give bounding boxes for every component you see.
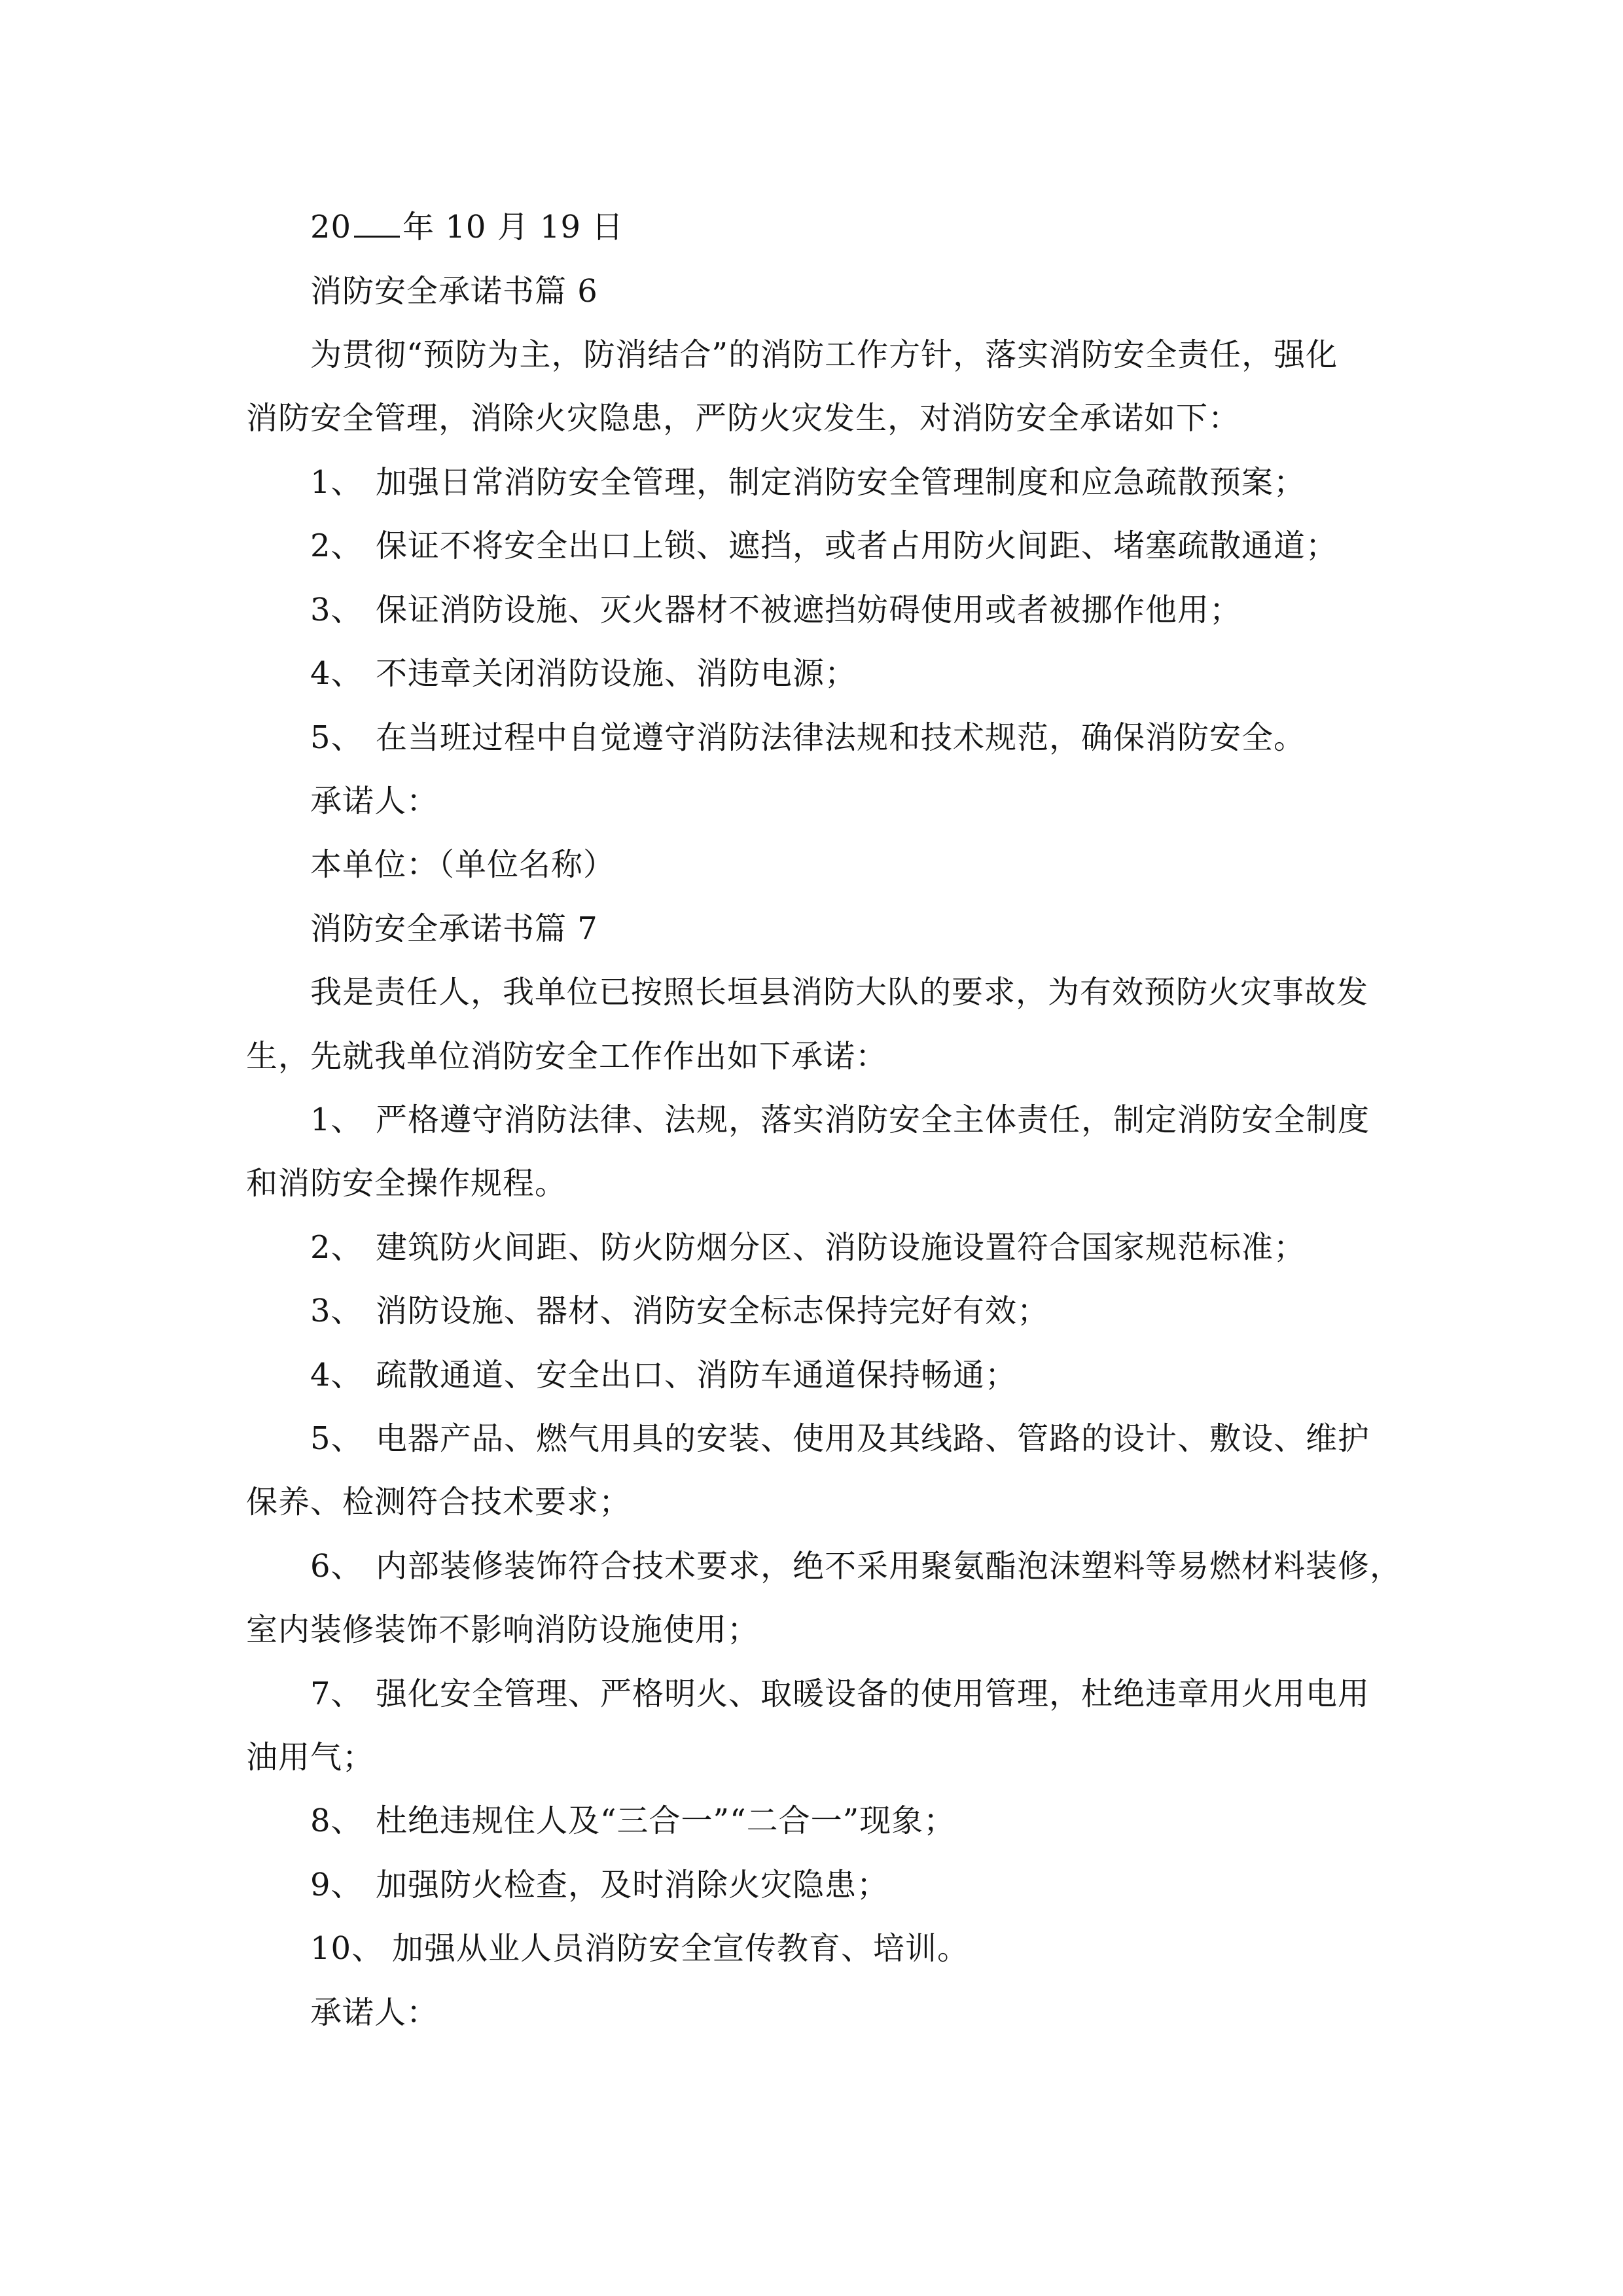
section7-item-6 [310,1545,1402,1587]
date-prefix: 20 [310,209,352,245]
item-number: 9、 [310,1867,363,1903]
section7-intro-line1: 我是责任人，我单位已按照长垣县消防大队的要求，为有效预防火灾事故发 [310,974,1369,1011]
item-text: 保证消防设施、灭火器材不被遮挡妨碍使用或者被挪作他用； [376,592,1242,628]
section7-intro-line2: 生，先就我单位消防安全工作作出如下承诺： [246,1038,888,1075]
item-text: 加强日常消防安全管理，制定消防安全管理制度和应急疏散预案； [376,464,1306,501]
item-number: 5、 [310,1420,363,1457]
item-number: 7、 [310,1676,363,1712]
section6-promiser: 承诺人： [310,783,439,819]
section7-item-5-cont: 保养、检测符合技术要求； [246,1484,632,1520]
item-text: 加强从业人员消防安全宣传教育、培训。 [392,1930,970,1967]
item-text: 保证不将安全出口上锁、遮挡，或者占用防火间距、堵塞疏散通道； [376,528,1338,564]
item-number: 10、 [310,1930,384,1967]
item-text: 在当班过程中自觉遵守消防法律法规和技术规范，确保消防安全。 [376,719,1306,756]
item-text: 不违章关闭消防设施、消防电源； [376,655,857,692]
item-number: 6、 [310,1548,363,1585]
item-text: 强化安全管理、严格明火、取暖设备的使用管理，杜绝违章用火用电用 [376,1676,1370,1712]
item-number: 4、 [310,1357,363,1393]
section7-title: 消防安全承诺书篇 7 [310,910,598,947]
item-number: 3、 [310,1293,363,1329]
item-number: 1、 [310,464,363,501]
item-text: 疏散通道、安全出口、消防车通道保持畅通； [376,1357,1018,1393]
section7-item-10 [310,1928,969,1969]
section7-item-1-cont: 和消防安全操作规程。 [246,1165,567,1202]
section6-title: 消防安全承诺书篇 6 [310,273,598,310]
section6-item-5 [310,717,1306,759]
item-text: 内部装修装饰符合技术要求，绝不采用聚氨酯泡沫塑料等易燃材料装修， [376,1548,1402,1585]
item-text: 建筑防火间距、防火防烟分区、消防设施设置符合国家规范标准； [376,1229,1306,1266]
section7-item-1 [310,1099,1370,1141]
item-number: 2、 [310,528,363,564]
item-text: 消防设施、器材、消防安全标志保持完好有效； [376,1293,1050,1329]
section7-item-5 [310,1418,1370,1460]
date-line [310,206,624,248]
section7-item-3 [310,1290,1049,1332]
section7-promiser: 承诺人： [310,1994,439,2031]
item-number: 1、 [310,1102,363,1138]
item-number: 2、 [310,1229,363,1266]
date-blank [354,207,400,238]
section6-intro-line1: 为贯彻“预防为主，防消结合”的消防工作方针，落实消防安全责任，强化 [310,336,1338,373]
item-text: 杜绝违规住人及“三合一”“二合一”现象； [376,1803,956,1839]
section7-item-8 [310,1800,955,1842]
item-number: 5、 [310,719,363,756]
section6-item-1 [310,461,1306,503]
section7-item-4 [310,1354,1017,1396]
section6-unit: 本单位：（单位名称） [310,846,616,883]
item-text: 加强防火检查，及时消除火灾隐患； [376,1867,889,1903]
section6-item-4 [310,653,857,694]
section6-item-2 [310,525,1338,567]
section6-item-3 [310,589,1241,631]
section6-intro-line2: 消防安全管理，消除火灾隐患，严防火灾发生，对消防安全承诺如下： [246,400,1241,437]
section7-item-9 [310,1864,889,1906]
section7-item-7-cont: 油用气； [246,1739,375,1776]
item-number: 8、 [310,1803,363,1839]
section7-item-2 [310,1227,1306,1268]
item-text: 电器产品、燃气用具的安装、使用及其线路、管路的设计、敷设、维护 [376,1420,1370,1457]
item-number: 3、 [310,592,363,628]
item-text: 严格遵守消防法律、法规，落实消防安全主体责任，制定消防安全制度 [376,1102,1370,1138]
date-suffix: 年 10 月 19 日 [402,209,624,245]
section7-item-6-cont: 室内装修装饰不影响消防设施使用； [246,1611,760,1648]
item-number: 4、 [310,655,363,692]
section7-item-7 [310,1673,1370,1715]
